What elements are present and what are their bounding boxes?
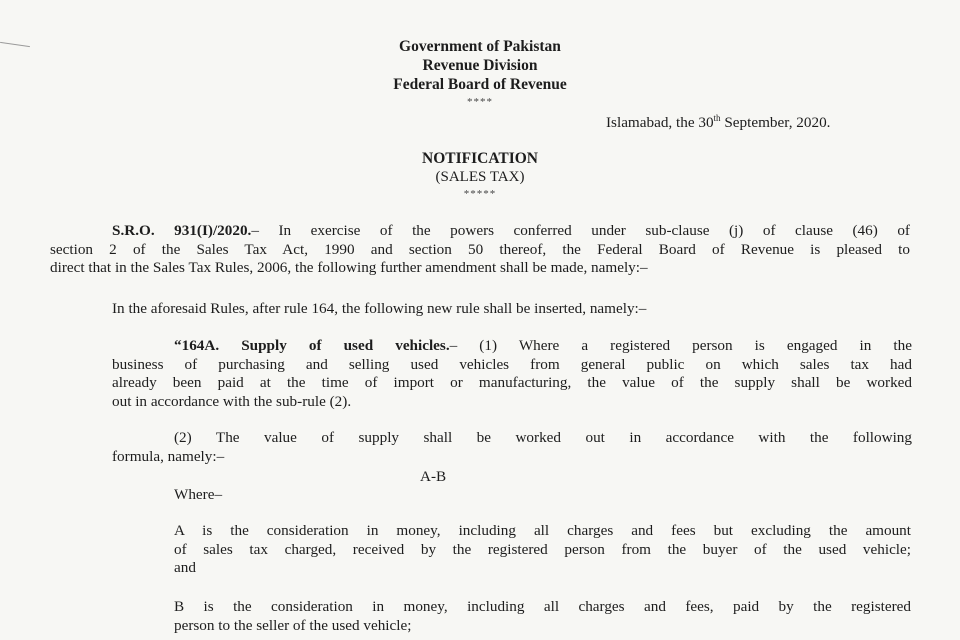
sro-number: S.R.O. 931(I)/2020. [112, 222, 252, 239]
header-division: Revenue Division [422, 57, 538, 74]
definition-a-line-2: of sales tax charged, received by the registered person from the buyer of the used vehicle; [174, 540, 911, 558]
rule-164a [112, 337, 912, 411]
rule-164a-line-3: already been paid at the time of import or manufacturing, the value of the supply shall be worked [112, 374, 912, 391]
subrule-2-line-2: formula, namely:– [112, 447, 225, 465]
paragraph-sro [50, 222, 910, 278]
dateline-sup: th [713, 113, 721, 123]
definition-a [174, 522, 911, 578]
header-government: Government of Pakistan [399, 38, 561, 55]
rule-164a-line-1: “164A. Supply of used vehicles.– (1) Where a registered person is engaged in the [174, 337, 912, 354]
definition-b [174, 598, 911, 635]
paragraph-sro-line-3: direct that in the Sales Tax Rules, 2006, the following further amendment shall be made, namely:– [50, 259, 648, 276]
subrule-2-line-1: (2) The value of supply shall be worked out in accordance with the following [174, 429, 912, 446]
definition-b-line-2: person to the seller of the used vehicle; [174, 616, 412, 634]
where-label: Where– [174, 486, 223, 503]
rule-heading: “164A. Supply of used vehicles. [174, 337, 450, 354]
formula: A-B [420, 468, 447, 485]
notification-subtitle: (SALES TAX) [435, 169, 525, 185]
definition-a-line-3: and [174, 559, 196, 576]
dateline-prefix: Islamabad, the 30 [606, 114, 714, 132]
rule-164a-line-4: out in accordance with the sub-rule (2). [112, 392, 352, 410]
paragraph-sro-line-1: S.R.O. 931(I)/2020.– In exercise of the powers conferred under sub-clause (j) of clause (46) of [112, 222, 910, 239]
paragraph-sro-line-2: section 2 of the Sales Tax Act, 1990 and section 50 thereof, the Federal Board of Revenue is pleased to [50, 240, 910, 258]
header-board: Federal Board of Revenue [393, 76, 567, 93]
dateline-suffix: September, 2020. [720, 114, 831, 132]
notification-title: NOTIFICATION [422, 150, 538, 167]
subrule-2 [112, 429, 912, 466]
rule-164a-line-2: business of purchasing and selling used vehicles from general public on which sales tax had [112, 355, 912, 373]
dateline [606, 113, 830, 132]
definition-b-line-1: B is the consideration in money, including all charges and fees, paid by the registered [174, 598, 911, 615]
paragraph-insertion: In the aforesaid Rules, after rule 164, the following new rule shall be inserted, namely:– [112, 300, 647, 317]
header-stars: **** [467, 96, 493, 108]
notification-stars: ***** [463, 188, 497, 200]
definition-a-line-1: A is the consideration in money, including all charges and fees but excluding the amount [174, 522, 911, 539]
